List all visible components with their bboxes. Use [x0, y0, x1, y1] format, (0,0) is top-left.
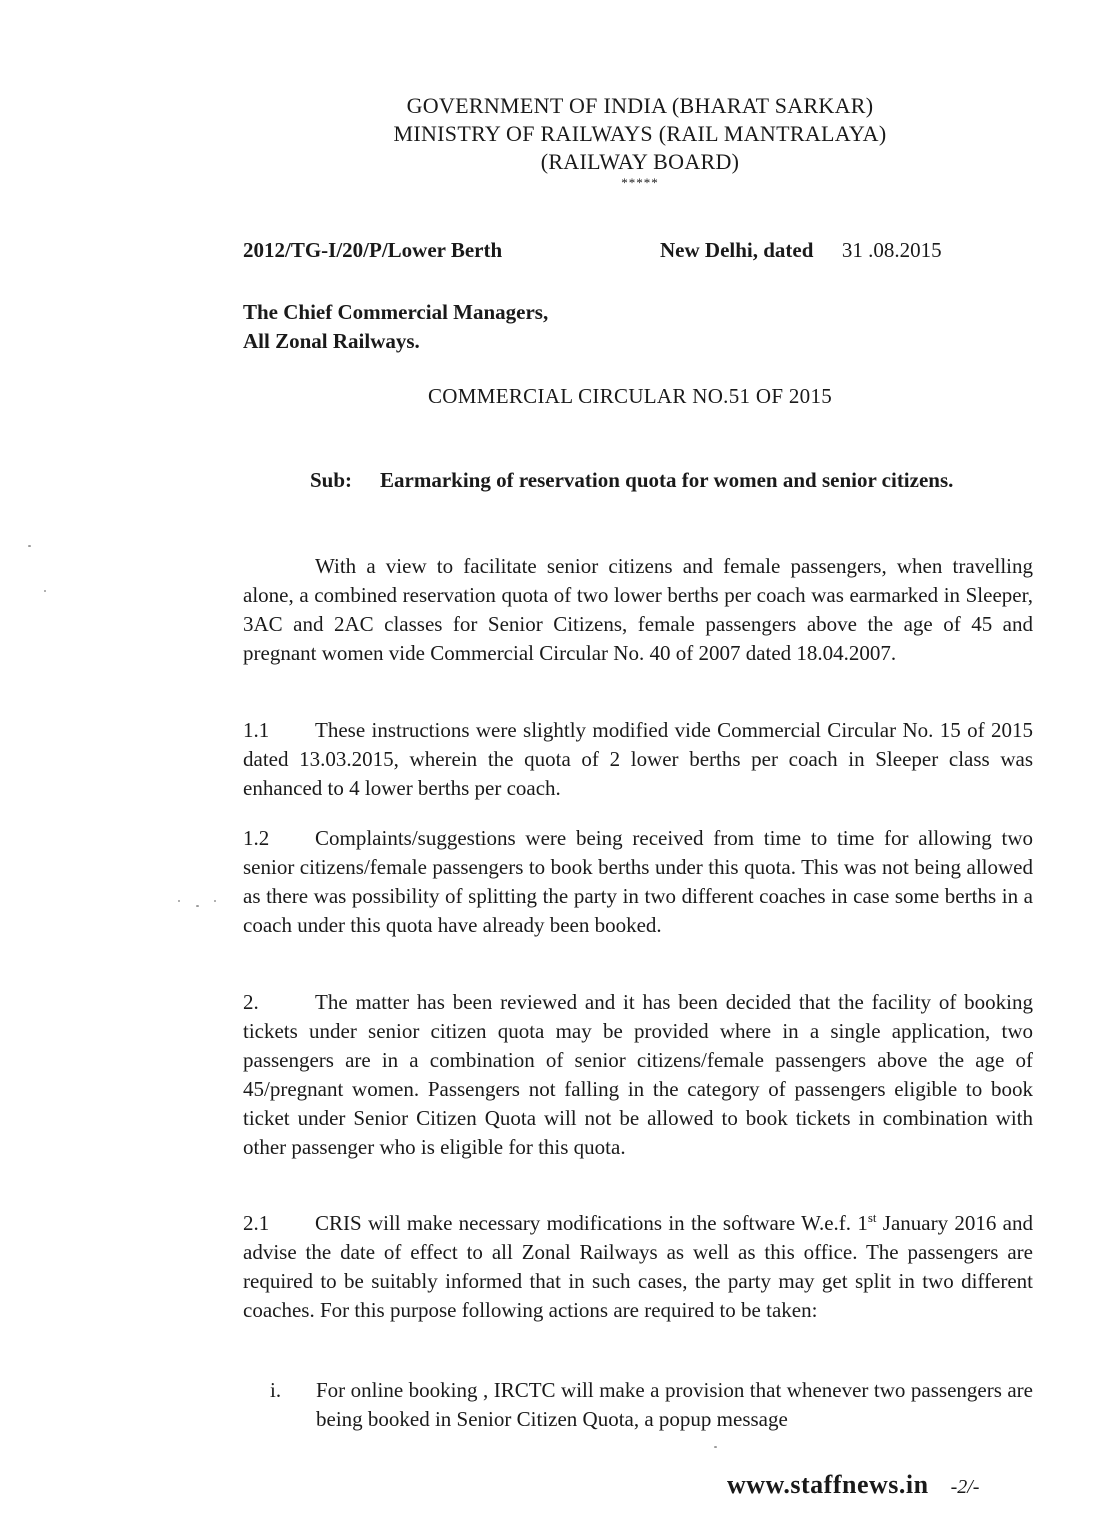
paragraph-1-2-text: Complaints/suggestions were being received from time to time for allowing two senior citizens/female passengers to book berths under this quota. This was not being allowed as there was possibility of splitting the party in two different coaches in case some berths in a coach under this quota have already been booked. — [243, 826, 1033, 937]
paragraph-1-1-text: These instructions were slightly modified vide Commercial Circular No. 15 of 2015 dated 13.03.2015, wherein the quota of 2 lower berths per coach in Sleeper class was enhanced to 4 lower berths per coach. — [243, 718, 1033, 800]
scan-speck — [214, 900, 216, 902]
paragraph-2-1 — [243, 1209, 1033, 1325]
addressee-line-1: The Chief Commercial Managers, — [243, 300, 549, 324]
header-stars: ***** — [621, 175, 659, 190]
scan-speck — [178, 900, 180, 902]
subject-label: Sub: — [310, 468, 353, 492]
header-ministry: MINISTRY OF RAILWAYS (RAIL MANTRALAYA) — [393, 121, 887, 146]
file-number: 2012/TG-I/20/P/Lower Berth — [243, 238, 503, 262]
paragraph-2 — [243, 988, 1033, 1162]
ordinal-suffix: st — [867, 1210, 877, 1225]
header-government: GOVERNMENT OF INDIA (BHARAT SARKAR) — [406, 93, 874, 118]
circular-title: COMMERCIAL CIRCULAR NO.51 OF 2015 — [428, 384, 833, 408]
addressee-block — [243, 298, 548, 356]
footer-website: www.staffnews.in — [727, 1470, 929, 1499]
paragraph-1-2 — [243, 824, 1033, 940]
intro-text: With a view to facilitate senior citizens and female passengers, when travelling alone, a combined reservation quota of two lower berths per coach was earmarked in Sleeper, 3AC and 2AC classes for Senior Citizens, female passengers above the age of 45 and pregnant women vide Commercial Circular No. 40 of 2007 dated 18.04.2007. — [243, 554, 1033, 665]
paragraph-number: 1.1 — [243, 718, 270, 742]
paragraph-2-1-text-a: CRIS will make necessary modifications in the software W.e.f. 1 — [315, 1211, 868, 1235]
letterhead-ministry-line — [240, 92, 1040, 190]
subject-text: Earmarking of reservation quota for women and senior citizens. — [380, 468, 954, 492]
place-date-label: New Delhi, dated — [660, 238, 814, 262]
paragraph-number: 2. — [243, 990, 259, 1014]
header-board: (RAILWAY BOARD) — [540, 149, 740, 174]
scan-speck — [196, 905, 199, 907]
scan-speck — [44, 590, 46, 592]
scan-speck — [28, 545, 31, 547]
place-and-date — [660, 238, 990, 263]
footer — [727, 1470, 979, 1500]
paragraph-2-text: The matter has been reviewed and it has been decided that the facility of booking tickets under senior citizen quota may be provided where in a single application, two passengers are in a combination of senior citizens/female passengers above the age of 45/pregnant women. Passengers not falling in the category of passengers eligible to book ticket under Senior Citizen Quota will not be allowed to book tickets in combination with other passenger who is eligible for this quota. — [243, 990, 1033, 1159]
paragraph-1-1 — [243, 716, 1033, 803]
list-item-number: i. — [270, 1378, 282, 1402]
list-item-text: For online booking , IRCTC will make a provision that whenever two passengers are being booked in Senior Citizen Quota, a popup message — [316, 1378, 1033, 1431]
paragraph-2-1-text-b: January 2016 and advise the date of effect to all Zonal Railways as well as this office. The passengers are required to be suitably informed that in such cases, the party may get split in two different coaches. For this purpose following actions are required to be taken: — [243, 1211, 1033, 1322]
scan-speck — [714, 1446, 717, 1448]
page-marker: -2/- — [950, 1476, 980, 1498]
letter-date: 31 .08.2015 — [841, 238, 942, 262]
action-list-item — [270, 1376, 1033, 1434]
subject-block — [310, 466, 1035, 495]
paragraph-intro — [243, 552, 1033, 668]
paragraph-number: 2.1 — [243, 1211, 270, 1235]
paragraph-number: 1.2 — [243, 826, 270, 850]
addressee-line-2: All Zonal Railways. — [243, 329, 420, 353]
